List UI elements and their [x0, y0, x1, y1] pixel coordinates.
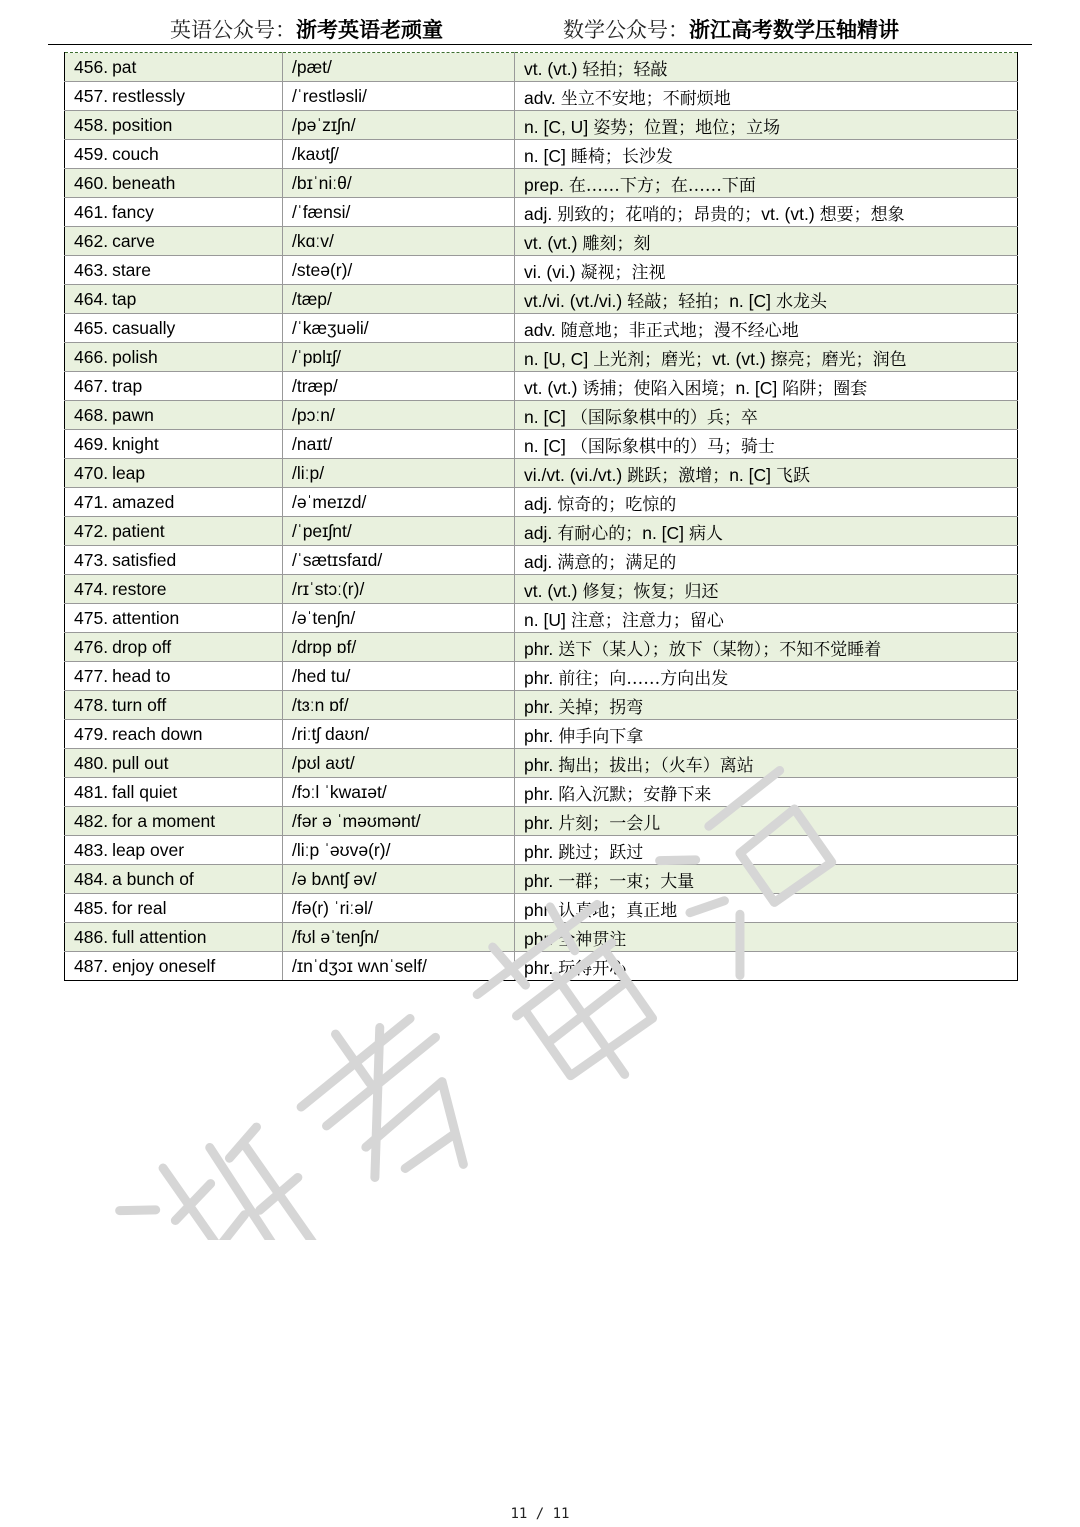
chinese-meaning: 病人: [689, 523, 724, 544]
entry-number: 482.: [74, 810, 109, 831]
entry-number: 472.: [74, 520, 109, 541]
part-of-speech: adv.: [524, 319, 556, 340]
word-cell: [65, 343, 283, 372]
entry-word: pull out: [112, 752, 169, 773]
table-row: [65, 169, 1018, 198]
word-cell: [65, 749, 283, 778]
phonetic-cell: /liːp/: [283, 459, 515, 488]
entry-word: tap: [112, 288, 137, 309]
table-row: [65, 720, 1018, 749]
entry-number: 476.: [74, 636, 109, 657]
word-cell: [65, 198, 283, 227]
chinese-meaning: 满意的；满足的: [557, 552, 677, 573]
part-of-speech: vi. (vi.): [524, 261, 576, 282]
entry-word: restlessly: [112, 85, 185, 106]
entry-word: enjoy oneself: [112, 955, 216, 976]
chinese-meaning: （国际象棋中的）兵；卒: [570, 407, 758, 428]
entry-number: 467.: [74, 375, 109, 396]
meaning-cell: [515, 227, 1018, 256]
entry-number: 460.: [74, 172, 109, 193]
entry-word: leap over: [112, 839, 185, 860]
part-of-speech: phr.: [524, 783, 554, 804]
meaning-cell: [515, 343, 1018, 372]
entry-word: a bunch of: [112, 868, 194, 889]
table-row: [65, 140, 1018, 169]
table-row: [65, 227, 1018, 256]
header-english-label: 英语公众号：: [170, 18, 296, 42]
entry-number: 486.: [74, 926, 109, 947]
part-of-speech: n. [C]: [642, 522, 685, 543]
chinese-meaning: 陷阱；圈套: [782, 378, 868, 399]
entry-number: 487.: [74, 955, 109, 976]
table-row: [65, 82, 1018, 111]
chinese-meaning: 在……下方；在……下面: [568, 175, 756, 196]
chinese-meaning: 注意；注意力；留心: [570, 610, 724, 631]
chinese-meaning: 跳跃；激增；: [627, 465, 730, 486]
phonetic-cell: /hed tu/: [283, 662, 515, 691]
chinese-meaning: 有耐心的；: [557, 523, 643, 544]
word-cell: [65, 53, 283, 82]
meaning-cell: [515, 546, 1018, 575]
part-of-speech: vt. (vt.): [524, 232, 578, 253]
word-cell: [65, 894, 283, 923]
chinese-meaning: 一群；一束；大量: [558, 871, 695, 892]
table-row: [65, 459, 1018, 488]
part-of-speech: adj.: [524, 522, 553, 543]
entry-number: 456.: [74, 56, 109, 77]
part-of-speech: phr.: [524, 841, 554, 862]
entry-number: 463.: [74, 259, 109, 280]
part-of-speech: vt. (vt.): [524, 58, 578, 79]
table-row: [65, 749, 1018, 778]
entry-number: 465.: [74, 317, 109, 338]
entry-word: restore: [112, 578, 167, 599]
word-cell: [65, 401, 283, 430]
table-row: [65, 952, 1018, 981]
word-cell: [65, 314, 283, 343]
part-of-speech: n. [C]: [735, 377, 778, 398]
table-row: [65, 198, 1018, 227]
part-of-speech: n. [C]: [524, 435, 566, 456]
phonetic-cell: /əˈmeɪzd/: [283, 488, 515, 517]
part-of-speech: n. [C]: [729, 464, 772, 485]
entry-word: beneath: [112, 172, 176, 193]
entry-number: 481.: [74, 781, 109, 802]
entry-number: 469.: [74, 433, 109, 454]
entry-word: drop off: [112, 636, 172, 657]
meaning-cell: [515, 372, 1018, 401]
part-of-speech: n. [U]: [524, 609, 566, 630]
phonetic-cell: /fər ə ˈməʊmənt/: [283, 807, 515, 836]
entry-word: couch: [112, 143, 159, 164]
entry-word: head to: [112, 665, 171, 686]
entry-word: patient: [112, 520, 165, 541]
chinese-meaning: 随意地；非正式地；漫不经心地: [560, 320, 799, 341]
part-of-speech: n. [C, U]: [524, 116, 589, 137]
meaning-cell: [515, 749, 1018, 778]
part-of-speech: phr.: [524, 638, 554, 659]
entry-number: 462.: [74, 230, 109, 251]
table-row: [65, 575, 1018, 604]
vocabulary-table-body: [65, 53, 1018, 981]
word-cell: [65, 517, 283, 546]
entry-word: fall quiet: [112, 781, 178, 802]
meaning-cell: [515, 256, 1018, 285]
phonetic-cell: /fʊl əˈtenʃn/: [283, 923, 515, 952]
word-cell: [65, 169, 283, 198]
header-english-name: 浙考英语老顽童: [296, 17, 443, 42]
meaning-cell: [515, 778, 1018, 807]
part-of-speech: phr.: [524, 696, 554, 717]
entry-number: 483.: [74, 839, 109, 860]
word-cell: [65, 430, 283, 459]
part-of-speech: n. [C]: [524, 145, 566, 166]
entry-number: 479.: [74, 723, 109, 744]
word-cell: [65, 82, 283, 111]
phonetic-cell: /ˈpɒlɪʃ/: [283, 343, 515, 372]
chinese-meaning: 玩得开心: [558, 958, 627, 979]
chinese-meaning: 想要；想象: [819, 204, 905, 225]
meaning-cell: [515, 53, 1018, 82]
word-cell: [65, 923, 283, 952]
chinese-meaning: 片刻；一会儿: [558, 813, 661, 834]
meaning-cell: [515, 894, 1018, 923]
part-of-speech: phr.: [524, 812, 554, 833]
phonetic-cell: /kaʊtʃ/: [283, 140, 515, 169]
table-row: [65, 401, 1018, 430]
chinese-meaning: 送下（某人）；放下（某物）；不知不觉睡着: [558, 639, 882, 660]
entry-number: 470.: [74, 462, 109, 483]
entry-word: carve: [112, 230, 155, 251]
meaning-cell: [515, 488, 1018, 517]
word-cell: [65, 662, 283, 691]
word-cell: [65, 546, 283, 575]
phonetic-cell: /pæt/: [283, 53, 515, 82]
word-cell: [65, 575, 283, 604]
table-row: [65, 111, 1018, 140]
phonetic-cell: /ˈrestləsli/: [283, 82, 515, 111]
entry-number: 471.: [74, 491, 109, 512]
entry-number: 485.: [74, 897, 109, 918]
part-of-speech: n. [C]: [524, 406, 566, 427]
part-of-speech: phr.: [524, 754, 554, 775]
part-of-speech: vt. (vt.): [712, 348, 766, 369]
chinese-meaning: （国际象棋中的）马；骑士: [570, 436, 775, 457]
entry-number: 464.: [74, 288, 109, 309]
part-of-speech: adv.: [524, 87, 556, 108]
table-row: [65, 372, 1018, 401]
table-row: [65, 865, 1018, 894]
entry-word: full attention: [112, 926, 207, 947]
header-math-name: 浙江高考数学压轴精讲: [689, 17, 899, 42]
phonetic-cell: /rɪˈstɔː(r)/: [283, 575, 515, 604]
entry-word: position: [112, 114, 173, 135]
entry-number: 478.: [74, 694, 109, 715]
entry-word: pat: [112, 56, 137, 77]
table-row: [65, 314, 1018, 343]
table-row: [65, 604, 1018, 633]
part-of-speech: adj.: [524, 551, 553, 572]
phonetic-cell: /drɒp ɒf/: [283, 633, 515, 662]
table-row: [65, 285, 1018, 314]
phonetic-cell: /træp/: [283, 372, 515, 401]
chinese-meaning: 擦亮；磨光；润色: [770, 349, 907, 370]
part-of-speech: phr.: [524, 957, 554, 978]
table-row: [65, 836, 1018, 865]
word-cell: [65, 140, 283, 169]
entry-number: 458.: [74, 114, 109, 135]
part-of-speech: vt. (vt.): [524, 377, 578, 398]
meaning-cell: [515, 865, 1018, 894]
phonetic-cell: /bɪˈniːθ/: [283, 169, 515, 198]
table-row: [65, 53, 1018, 82]
entry-number: 480.: [74, 752, 109, 773]
part-of-speech: phr.: [524, 870, 554, 891]
entry-word: turn off: [112, 694, 167, 715]
entry-word: casually: [112, 317, 176, 338]
chinese-meaning: 前往；向……方向出发: [558, 668, 729, 689]
phonetic-cell: /riːtʃ daʊn/: [283, 720, 515, 749]
phonetic-cell: /əˈtenʃn/: [283, 604, 515, 633]
entry-word: fancy: [112, 201, 154, 222]
table-row: [65, 807, 1018, 836]
table-row: [65, 691, 1018, 720]
entry-number: 459.: [74, 143, 109, 164]
entry-word: amazed: [112, 491, 175, 512]
table-row: [65, 430, 1018, 459]
word-cell: [65, 720, 283, 749]
header-english-account: [170, 14, 443, 44]
chinese-meaning: 姿势；位置；地位；立场: [593, 117, 781, 138]
part-of-speech: n. [C]: [729, 290, 772, 311]
table-row: [65, 778, 1018, 807]
phonetic-cell: /pɔːn/: [283, 401, 515, 430]
chinese-meaning: 水龙头: [776, 291, 828, 312]
word-cell: [65, 227, 283, 256]
meaning-cell: [515, 604, 1018, 633]
chinese-meaning: 坐立不安地；不耐烦地: [560, 88, 731, 109]
table-row: [65, 894, 1018, 923]
table-row: [65, 662, 1018, 691]
word-cell: [65, 778, 283, 807]
word-cell: [65, 633, 283, 662]
meaning-cell: [515, 720, 1018, 749]
chinese-meaning: 凝视；注视: [580, 262, 666, 283]
meaning-cell: [515, 82, 1018, 111]
meaning-cell: [515, 836, 1018, 865]
word-cell: [65, 285, 283, 314]
chinese-meaning: 全神贯注: [558, 929, 627, 950]
entry-number: 484.: [74, 868, 109, 889]
meaning-cell: [515, 691, 1018, 720]
chinese-meaning: 修复；恢复；归还: [582, 581, 719, 602]
page-number: 11 / 11: [510, 1506, 570, 1522]
page-header: [0, 0, 1080, 44]
entry-word: for real: [112, 897, 167, 918]
word-cell: [65, 372, 283, 401]
phonetic-cell: /fə(r) ˈriːəl/: [283, 894, 515, 923]
entry-word: knight: [112, 433, 159, 454]
part-of-speech: prep.: [524, 174, 564, 195]
phonetic-cell: /ˈpeɪʃnt/: [283, 517, 515, 546]
table-row: [65, 546, 1018, 575]
entry-number: 477.: [74, 665, 109, 686]
header-math-label: 数学公众号：: [563, 18, 689, 42]
chinese-meaning: 伸手向下拿: [558, 726, 644, 747]
meaning-cell: [515, 923, 1018, 952]
phonetic-cell: /ˈkæʒuəli/: [283, 314, 515, 343]
entry-number: 474.: [74, 578, 109, 599]
chinese-meaning: 惊奇的；吃惊的: [557, 494, 677, 515]
chinese-meaning: 跳过；跃过: [558, 842, 644, 863]
phonetic-cell: /kɑːv/: [283, 227, 515, 256]
entry-word: satisfied: [112, 549, 177, 570]
header-math-account: [563, 14, 899, 44]
chinese-meaning: 睡椅；长沙发: [570, 146, 673, 167]
word-cell: [65, 836, 283, 865]
vocabulary-table: [64, 52, 1018, 981]
chinese-meaning: 掏出；拔出；（火车）离站: [558, 755, 754, 776]
meaning-cell: [515, 198, 1018, 227]
word-cell: [65, 111, 283, 140]
meaning-cell: [515, 459, 1018, 488]
entry-number: 461.: [74, 201, 109, 222]
meaning-cell: [515, 952, 1018, 981]
phonetic-cell: /liːp ˈəʊvə(r)/: [283, 836, 515, 865]
table-row: [65, 633, 1018, 662]
part-of-speech: phr.: [524, 725, 554, 746]
meaning-cell: [515, 169, 1018, 198]
entry-number: 468.: [74, 404, 109, 425]
phonetic-cell: /tɜːn ɒf/: [283, 691, 515, 720]
table-row: [65, 923, 1018, 952]
entry-word: for a moment: [112, 810, 216, 831]
entry-word: reach down: [112, 723, 203, 744]
phonetic-cell: /ə bʌntʃ əv/: [283, 865, 515, 894]
meaning-cell: [515, 430, 1018, 459]
chinese-meaning: 关掉；拐弯: [558, 697, 644, 718]
table-row: [65, 343, 1018, 372]
part-of-speech: vt. (vt.): [524, 580, 578, 601]
meaning-cell: [515, 111, 1018, 140]
chinese-meaning: 别致的；花哨的；昂贵的；: [557, 204, 762, 225]
word-cell: [65, 459, 283, 488]
part-of-speech: phr.: [524, 928, 554, 949]
part-of-speech: phr.: [524, 899, 554, 920]
entry-number: 457.: [74, 85, 109, 106]
entry-number: 473.: [74, 549, 109, 570]
meaning-cell: [515, 633, 1018, 662]
entry-word: stare: [112, 259, 151, 280]
phonetic-cell: /fɔːl ˈkwaɪət/: [283, 778, 515, 807]
entry-number: 466.: [74, 346, 109, 367]
table-row: [65, 256, 1018, 285]
part-of-speech: vt./vi. (vt./vi.): [524, 290, 623, 311]
part-of-speech: vi./vt. (vi./vt.): [524, 464, 623, 485]
chinese-meaning: 上光剂；磨光；: [593, 349, 713, 370]
entry-word: leap: [112, 462, 146, 483]
phonetic-cell: /ˈsætɪsfaɪd/: [283, 546, 515, 575]
part-of-speech: adj.: [524, 203, 553, 224]
entry-word: trap: [112, 375, 143, 396]
table-row: [65, 517, 1018, 546]
phonetic-cell: /pəˈzɪʃn/: [283, 111, 515, 140]
word-cell: [65, 952, 283, 981]
phonetic-cell: /ˈfænsi/: [283, 198, 515, 227]
chinese-meaning: 轻拍；轻敲: [582, 59, 668, 80]
meaning-cell: [515, 140, 1018, 169]
chinese-meaning: 飞跃: [776, 465, 811, 486]
header-divider: [48, 44, 1032, 45]
meaning-cell: [515, 285, 1018, 314]
entry-word: polish: [112, 346, 158, 367]
phonetic-cell: /steə(r)/: [283, 256, 515, 285]
entry-number: 475.: [74, 607, 109, 628]
part-of-speech: phr.: [524, 667, 554, 688]
phonetic-cell: /naɪt/: [283, 430, 515, 459]
entry-word: attention: [112, 607, 180, 628]
phonetic-cell: /pʊl aʊt/: [283, 749, 515, 778]
meaning-cell: [515, 517, 1018, 546]
meaning-cell: [515, 314, 1018, 343]
chinese-meaning: 陷入沉默；安静下来: [558, 784, 712, 805]
phonetic-cell: /ɪnˈdʒɔɪ wʌnˈself/: [283, 952, 515, 981]
phonetic-cell: /tæp/: [283, 285, 515, 314]
word-cell: [65, 807, 283, 836]
word-cell: [65, 604, 283, 633]
meaning-cell: [515, 807, 1018, 836]
word-cell: [65, 691, 283, 720]
word-cell: [65, 256, 283, 285]
table-row: [65, 488, 1018, 517]
word-cell: [65, 488, 283, 517]
chinese-meaning: 诱捕；使陷入困境；: [582, 378, 736, 399]
chinese-meaning: 雕刻；刻: [582, 233, 651, 254]
meaning-cell: [515, 662, 1018, 691]
chinese-meaning: 轻敲；轻拍；: [627, 291, 730, 312]
meaning-cell: [515, 401, 1018, 430]
meaning-cell: [515, 575, 1018, 604]
part-of-speech: adj.: [524, 493, 553, 514]
entry-word: pawn: [112, 404, 154, 425]
part-of-speech: vt. (vt.): [761, 203, 815, 224]
part-of-speech: n. [U, C]: [524, 348, 589, 369]
chinese-meaning: 认真地；真正地: [558, 900, 678, 921]
word-cell: [65, 865, 283, 894]
